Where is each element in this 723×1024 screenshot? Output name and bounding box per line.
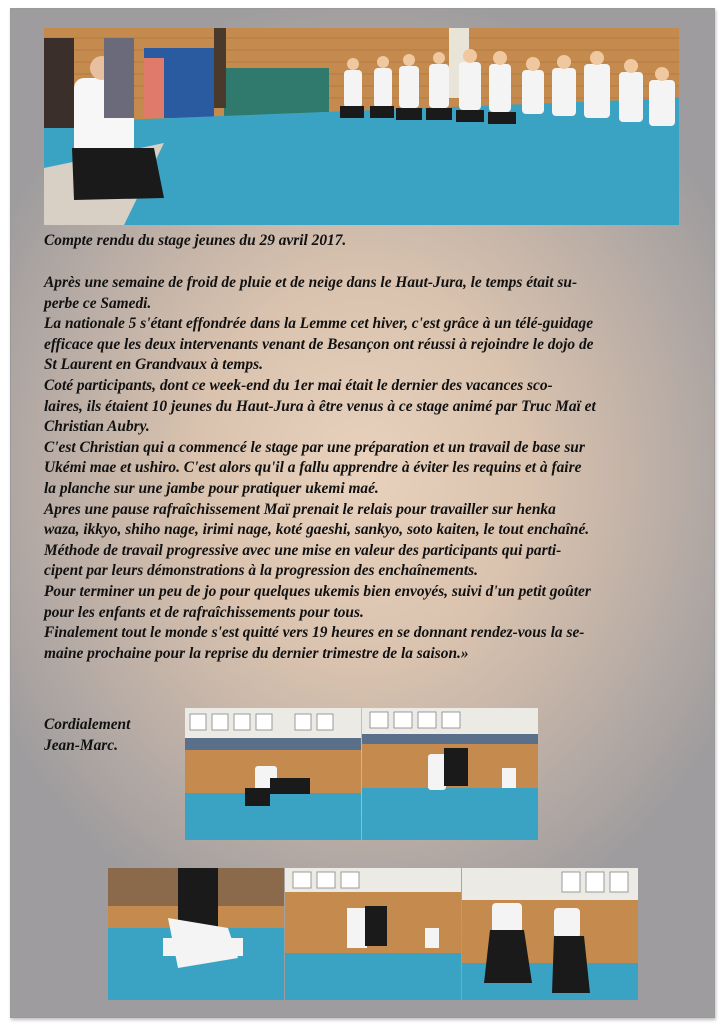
dojo-photo-3 (108, 868, 284, 1000)
body-line: La nationale 5 s'étant effondrée dans la Lemme cet hiver, c'est grâce à un télé-guidage (44, 315, 594, 333)
body-line: Méthode de travail progressive avec une mise en valeur des participants qui parti- (44, 541, 562, 559)
dojo-photo-1 (185, 708, 361, 840)
body-line: Apres une pause rafraîchissement Maï prenait le relais pour travailler sur henka (44, 500, 556, 518)
body-line: Christian Aubry. (44, 418, 150, 436)
dojo-photo-2 (362, 708, 538, 840)
body-line: pour les enfants et de rafraîchissements pour tous. (44, 603, 364, 621)
dojo-photo-4 (285, 868, 461, 1000)
signature-greeting: Cordialement (44, 716, 131, 733)
body-line: C'est Christian qui a commencé le stage par une préparation et un travail de base sur (44, 438, 585, 456)
body-line: efficace que les deux intervenants venant de Besançon ont réussi à rejoindre le dojo de (44, 335, 594, 353)
signature-name: Jean-Marc. (44, 737, 118, 754)
body-line: maine prochaine pour la reprise du dernier trimestre de la saison.» (44, 644, 469, 662)
body-line: laires, ils étaient 10 jeunes du Haut-Jura à être venus à ce stage animé par Truc Maï et (44, 397, 596, 415)
group-photo (44, 28, 679, 225)
body-line: Ukémi mae et ushiro. C'est alors qu'il a fallu apprendre à éviter les requins et à faire (44, 459, 582, 477)
body-line: la planche sur une jambe pour pratiquer ukemi maé. (44, 479, 379, 497)
body-line: waza, ikkyo, shiho nage, irimi nage, koté gaeshi, sankyo, soto kaiten, le tout enchaîné. (44, 521, 590, 539)
body-line: Après une semaine de froid de pluie et de neige dans le Haut-Jura, le temps était su- (44, 274, 578, 291)
body-line: St Laurent en Grandvaux à temps. (44, 356, 263, 374)
body-line: Coté participants, dont ce week-end du 1er mai était le dernier des vacances sco- (44, 376, 553, 394)
report-body (44, 273, 684, 664)
dojo-photo-5 (462, 868, 638, 1000)
body-line: Finalement tout le monde s'est quitté vers 19 heures en se donnant rendez-vous la se- (44, 624, 585, 642)
body-line: Pour terminer un peu de jo pour quelques ukemis bien envoyés, suivi d'un petit goûter (44, 582, 591, 600)
report-title: Compte rendu du stage jeunes du 29 avril 2017. (44, 232, 347, 249)
body-line: cipent par leurs démonstrations à la progression des enchaînements. (44, 562, 478, 580)
body-line: perbe ce Samedi. (44, 294, 152, 312)
signature (44, 714, 130, 756)
